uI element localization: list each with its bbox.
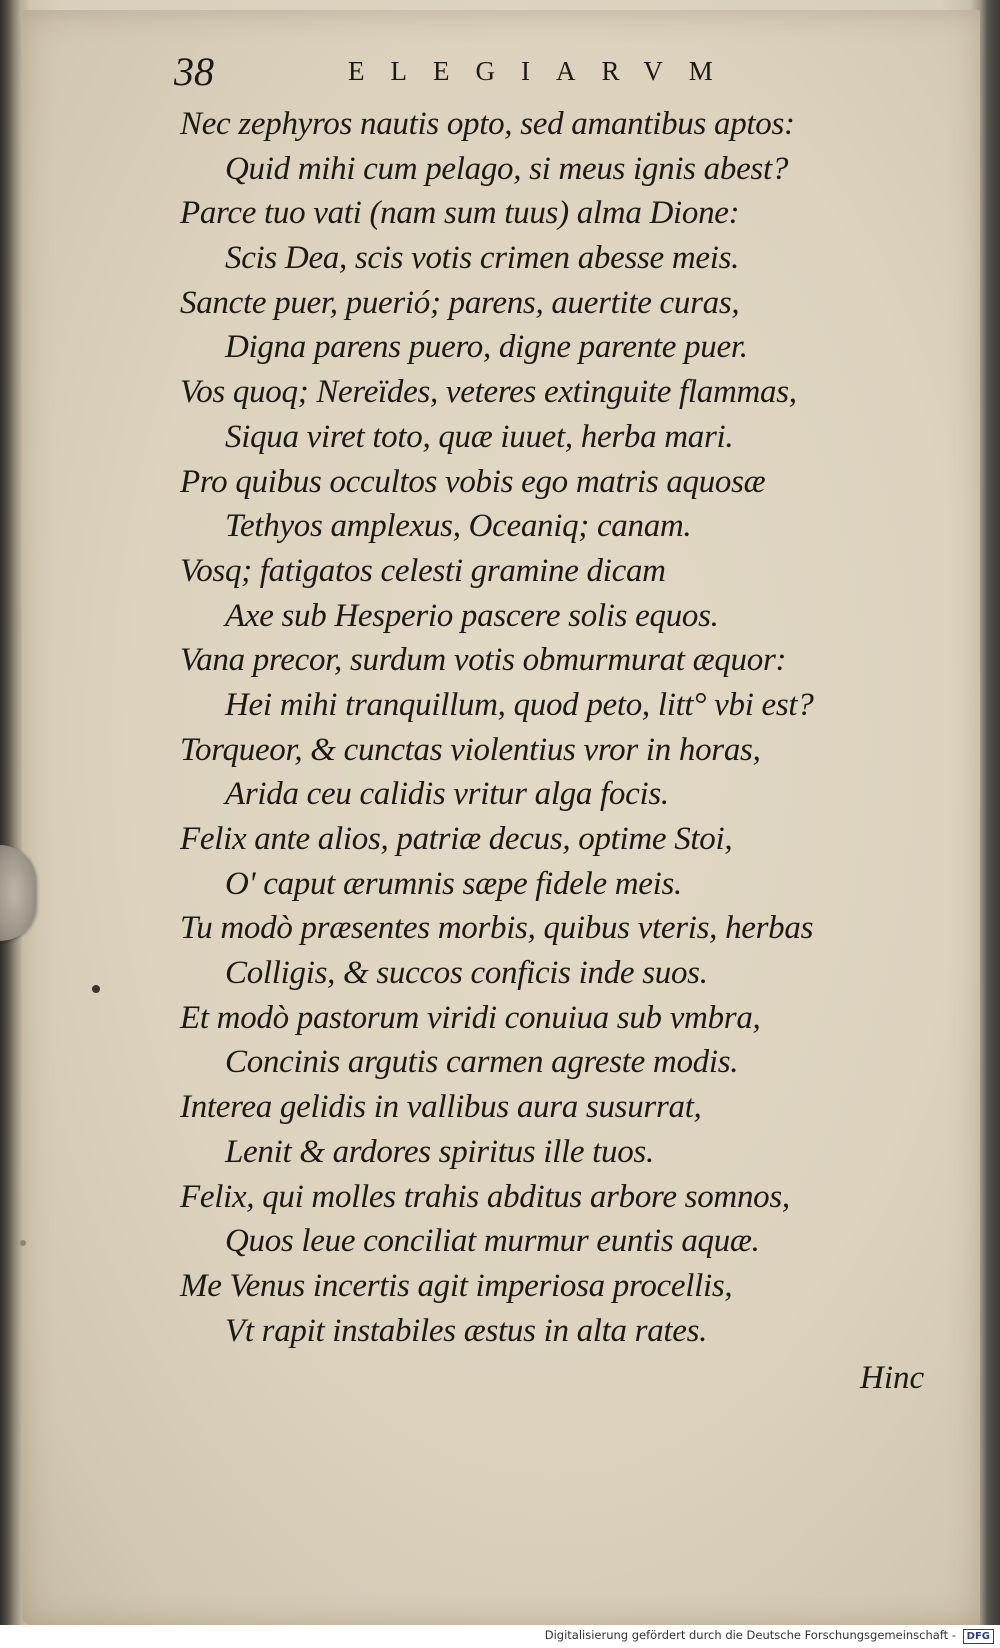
verse-line: Arida ceu calidis vritur alga focis. xyxy=(225,776,669,813)
verse-line: Pro quibus occultos vobis ego matris aquosæ xyxy=(180,463,766,500)
verse-line: Digna parens puero, digne parente puer. xyxy=(225,329,748,366)
verse-line: Axe sub Hesperio pascere solis equos. xyxy=(225,597,719,634)
verse-line: Vana precor, surdum votis obmurmurat æquor: xyxy=(180,642,787,679)
verse-line: Siqua viret toto, quæ iuuet, herba mari. xyxy=(225,418,734,455)
ink-spot xyxy=(92,985,100,993)
ink-spot xyxy=(20,1240,26,1246)
verse-line: Quid mihi cum pelago, si meus ignis abest? xyxy=(225,150,789,187)
verse-line: Tethyos amplexus, Oceaniq; canam. xyxy=(225,508,692,545)
verse-text xyxy=(180,102,940,1353)
verse-line: Sancte puer, puerió; parens, auertite curas, xyxy=(180,284,740,321)
verse-line: Felix, qui molles trahis abditus arbore somnos, xyxy=(180,1178,790,1215)
verse-line: Nec zephyros nautis opto, sed amantibus aptos: xyxy=(180,106,795,142)
verse-line: Concinis argutis carmen agreste modis. xyxy=(225,1044,739,1081)
page-header xyxy=(170,42,930,92)
verse-line: Me Venus incertis agit imperiosa procellis, xyxy=(180,1267,733,1304)
verse-line: Et modò pastorum viridi conuiua sub vmbra, xyxy=(180,999,761,1036)
verse-line: Vos quoq; Nereïdes, veteres extinguite flammas, xyxy=(180,374,797,411)
verse-line: Felix ante alios, patriæ decus, optime Stoi, xyxy=(180,821,733,857)
page-number: 38 xyxy=(174,49,214,94)
verse-line: Tu modò præsentes morbis, quibus vteris, herbas xyxy=(180,910,814,947)
dfg-logo: DFG xyxy=(963,1629,994,1644)
verse-line: Vosq; fatigatos celesti gramine dicam xyxy=(180,552,666,589)
verse-line: Quos leue conciliat murmur euntis aquæ. xyxy=(225,1223,760,1260)
verse-line: O' caput ærumnis sæpe fidele meis. xyxy=(225,865,682,902)
credit-text: Digitalisierung gefördert durch die Deutsche Forschungsgemeinschaft - xyxy=(544,1628,956,1642)
running-title: ELEGIARVM xyxy=(348,56,739,86)
verse-line: Vt rapit instabiles æstus in alta rates. xyxy=(225,1312,708,1349)
verse-line: Hei mihi tranquillum, quod peto, litt° vbi est? xyxy=(225,686,814,723)
binding-edge xyxy=(0,0,22,1648)
verse-line: Torqueor, & cunctas violentius vror in horas, xyxy=(180,731,761,768)
digitization-credit xyxy=(545,1628,994,1644)
verse-line: Scis Dea, scis votis crimen abesse meis. xyxy=(225,240,740,277)
verse-line: Interea gelidis in vallibus aura susurrat, xyxy=(180,1089,702,1126)
verse-line: Lenit & ardores spiritus ille tuos. xyxy=(225,1133,654,1170)
catchword: Hinc xyxy=(860,1360,925,1396)
verse-line: Parce tuo vati (nam sum tuus) alma Dione: xyxy=(180,195,740,232)
verse-line: Colligis, & succos conficis inde suos. xyxy=(225,955,708,992)
